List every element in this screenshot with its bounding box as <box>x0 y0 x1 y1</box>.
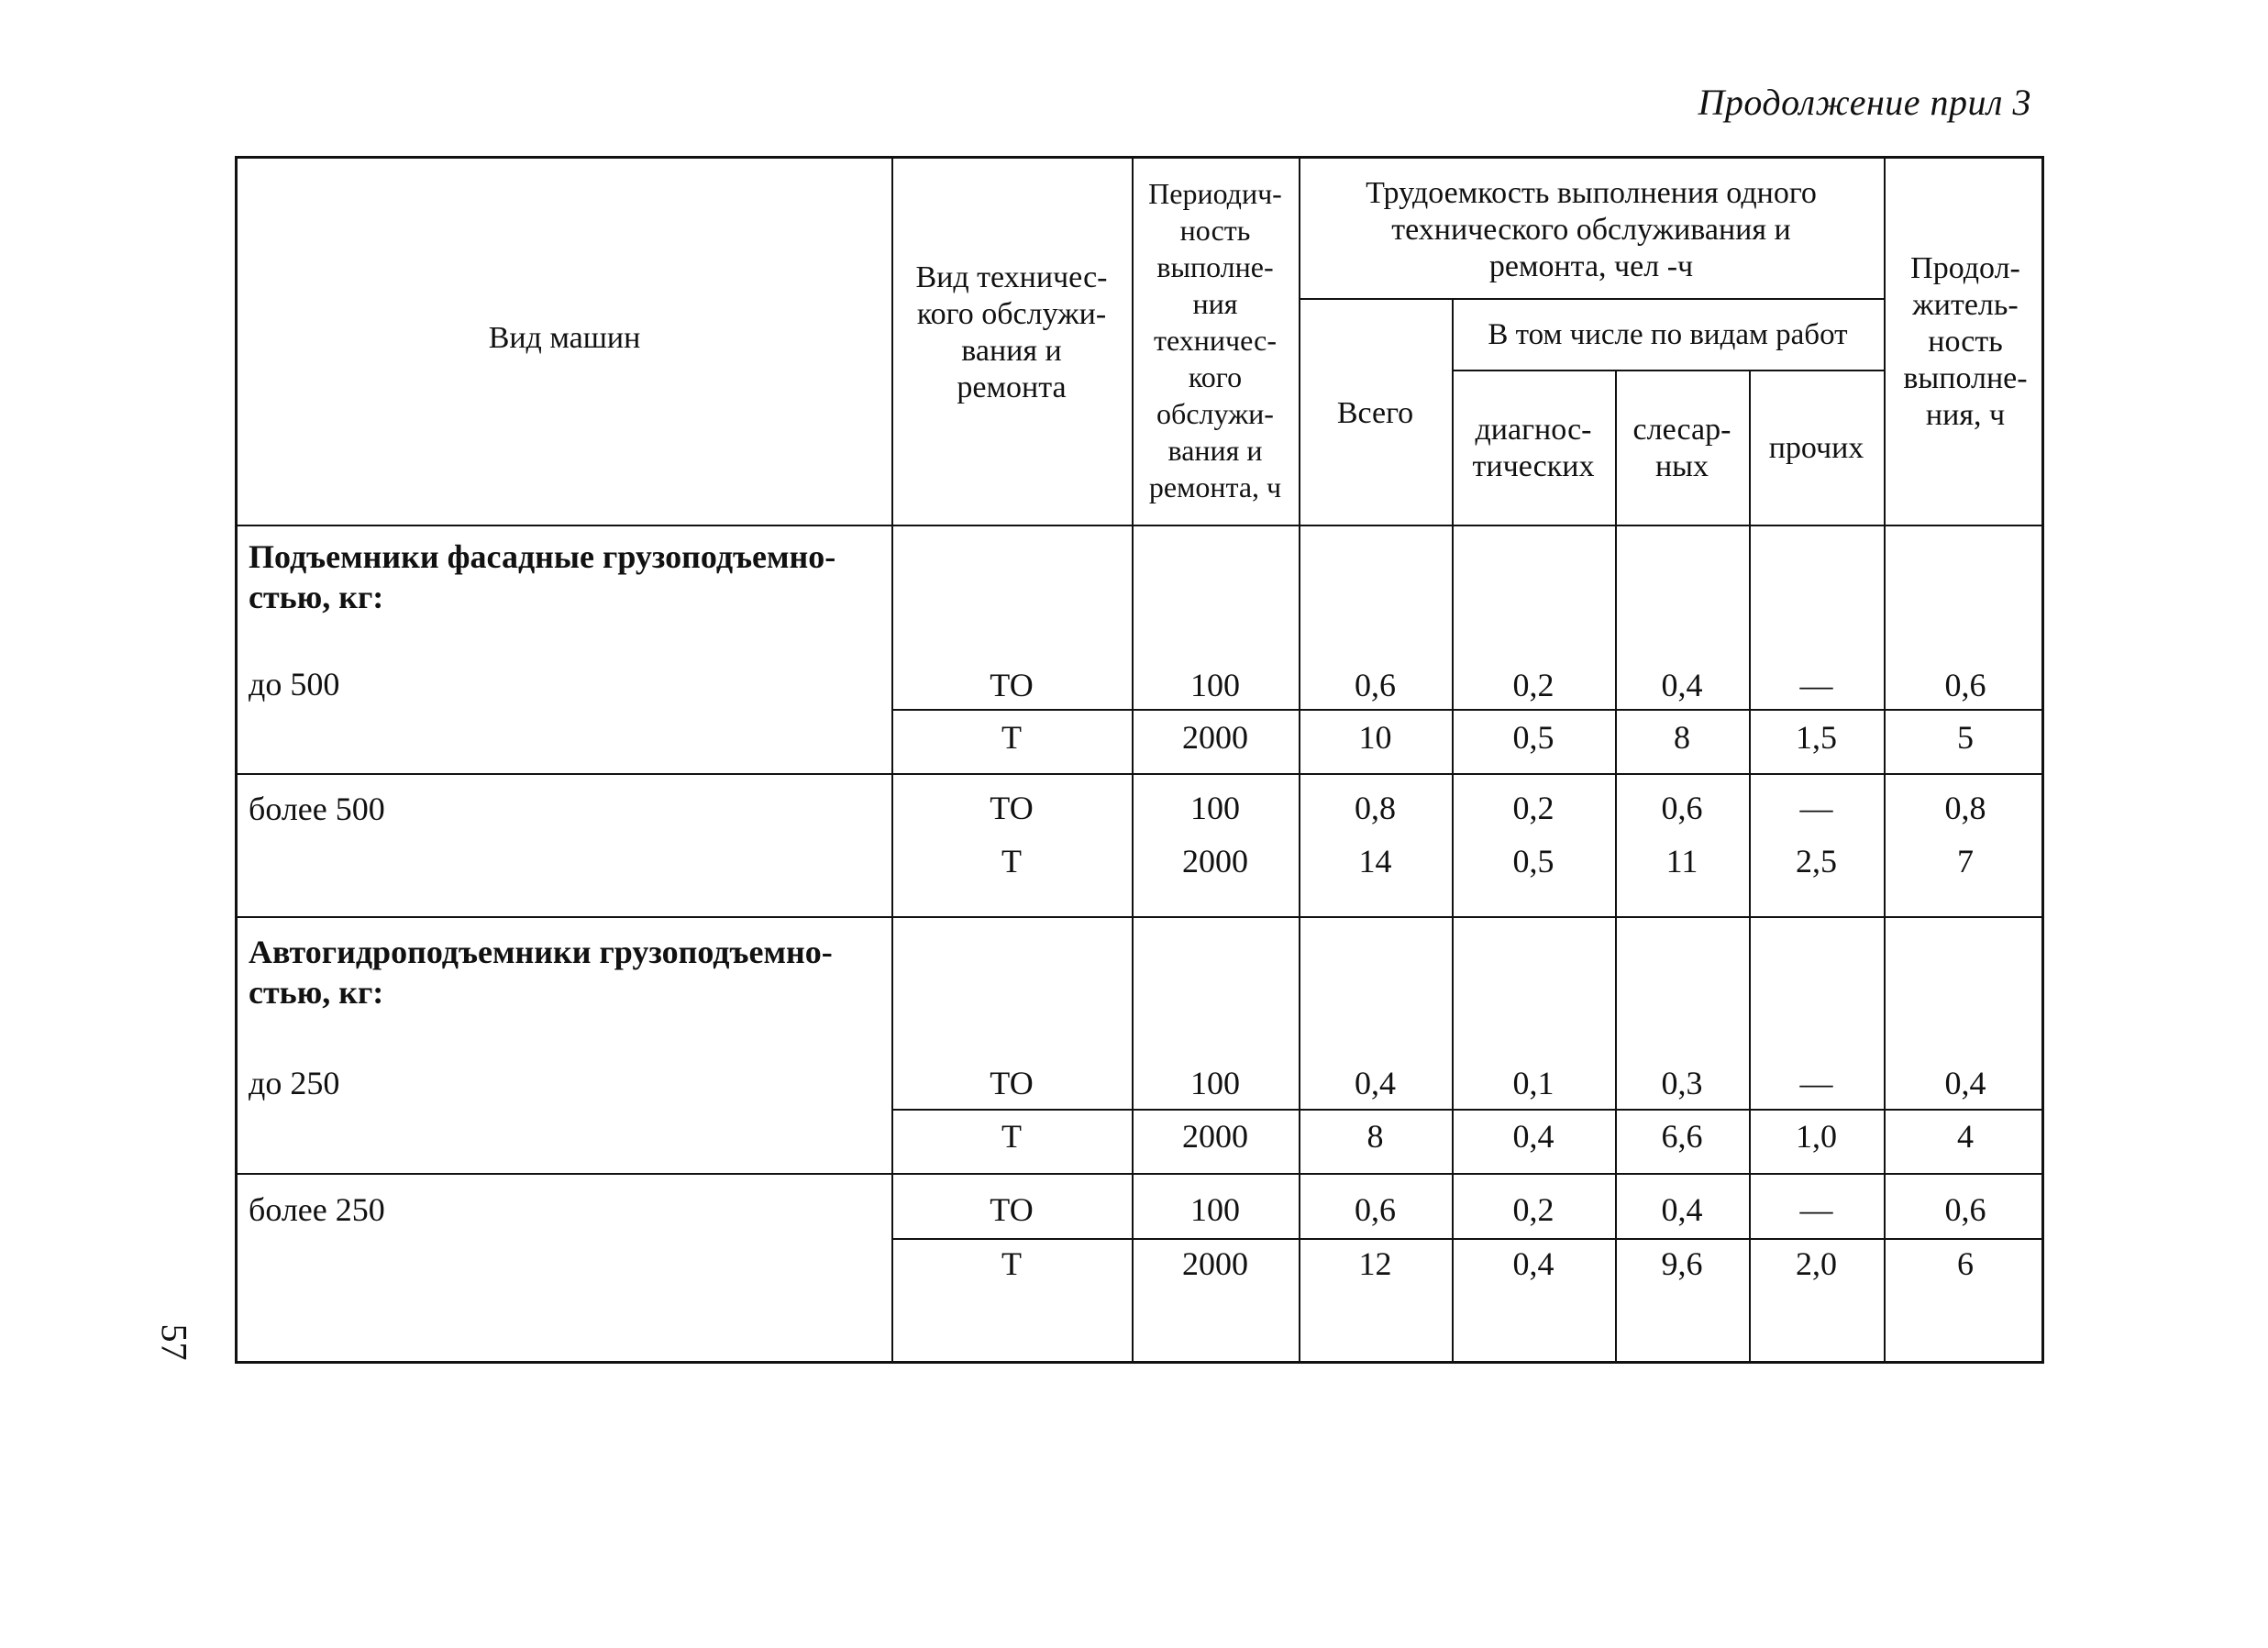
header-duration: Продол- житель- ность выполне- ния, ч <box>1903 251 2028 432</box>
cell-duration: 0,6 <box>1944 1191 1986 1228</box>
cell-total: 0,4 <box>1355 1065 1396 1101</box>
row-divider <box>891 1109 2041 1111</box>
cell-diag: 0,4 <box>1512 1245 1554 1282</box>
cell-periodicity: 100 <box>1190 1191 1240 1228</box>
cell-duration: 7 <box>1957 843 1974 879</box>
cell-periodicity: 2000 <box>1182 843 1248 879</box>
cell-diag: 0,2 <box>1512 1191 1554 1228</box>
header-total: Всего <box>1336 396 1414 430</box>
header-incl: В том числе по видам работ <box>1488 318 1848 351</box>
cell-service-type: ТО <box>990 790 1034 826</box>
cell-diag: 0,1 <box>1512 1065 1554 1101</box>
cell-service-type: ТО <box>990 1191 1034 1228</box>
cell-total: 0,6 <box>1355 1191 1396 1228</box>
row-divider <box>891 1238 2041 1240</box>
cell-metal: 0,4 <box>1661 1191 1703 1228</box>
cell-diag: 0,5 <box>1512 843 1554 879</box>
header-service-type: Вид техничес- кого обслужи- вания и ремонта <box>915 260 1108 404</box>
cell-total: 12 <box>1358 1245 1392 1282</box>
cell-metal: 11 <box>1665 843 1698 879</box>
cell-diag: 0,2 <box>1512 790 1554 826</box>
cell-periodicity: 100 <box>1190 790 1240 826</box>
cell-duration: 5 <box>1957 719 1974 756</box>
cell-other: 1,0 <box>1796 1118 1837 1155</box>
cell-duration: 0,6 <box>1944 667 1986 703</box>
cell-metal: 6,6 <box>1661 1118 1703 1155</box>
cell-total: 0,8 <box>1355 790 1396 826</box>
group-divider <box>238 773 2041 775</box>
header-other: прочих <box>1768 431 1864 465</box>
cell-total: 8 <box>1366 1118 1384 1155</box>
cell-periodicity: 100 <box>1190 667 1240 703</box>
cell-metal: 0,3 <box>1661 1065 1703 1101</box>
cell-other: — <box>1799 1065 1833 1101</box>
cell-other: 2,0 <box>1796 1245 1837 1282</box>
section-divider <box>238 916 2041 918</box>
cell-total: 14 <box>1358 843 1392 879</box>
cell-other: 2,5 <box>1796 843 1837 879</box>
header-divider <box>1299 298 1884 300</box>
group-label: до 250 <box>249 1065 340 1101</box>
group-divider <box>238 1173 2041 1175</box>
header-metal: слесар- ных <box>1632 413 1731 483</box>
cell-metal: 8 <box>1674 719 1690 756</box>
cell-diag: 0,2 <box>1512 667 1554 703</box>
cell-service-type: ТО <box>990 667 1034 703</box>
cell-service-type: Т <box>1001 1118 1022 1155</box>
cell-duration: 0,8 <box>1944 790 1986 826</box>
cell-metal: 0,4 <box>1661 667 1703 703</box>
cell-metal: 0,6 <box>1661 790 1703 826</box>
cell-periodicity: 2000 <box>1182 1118 1248 1155</box>
header-labor: Трудоемкость выполнения одного технического обслуживания и ремонта, чел -ч <box>1366 176 1817 283</box>
cell-service-type: Т <box>1001 843 1022 879</box>
cell-total: 0,6 <box>1355 667 1396 703</box>
cell-other: — <box>1799 1191 1833 1228</box>
cell-other: 1,5 <box>1796 719 1837 756</box>
cell-diag: 0,5 <box>1512 719 1554 756</box>
header-divider <box>1452 370 1884 371</box>
header-diag: диагнос- тических <box>1472 413 1595 483</box>
cell-duration: 0,4 <box>1944 1065 1986 1101</box>
group-label: более 250 <box>249 1191 385 1228</box>
section-title: Подъемники фасадные грузоподъемно- стью, кг: <box>249 538 836 615</box>
cell-periodicity: 100 <box>1190 1065 1240 1101</box>
cell-service-type: Т <box>1001 1245 1022 1282</box>
page-number: 57 <box>153 1323 195 1361</box>
group-label: более 500 <box>249 791 385 827</box>
cell-other: — <box>1799 667 1833 703</box>
group-label: до 500 <box>249 666 340 702</box>
cell-periodicity: 2000 <box>1182 719 1248 756</box>
header-periodicity: Периодич- ность выполне- ния техничес- кого обслужи- вания и ремонта, ч <box>1148 177 1282 503</box>
row-divider <box>891 709 2041 711</box>
cell-other: — <box>1799 790 1833 826</box>
maintenance-table <box>235 156 2044 1364</box>
cell-duration: 4 <box>1957 1118 1974 1155</box>
header-bottom-line <box>238 525 2041 526</box>
cell-duration: 6 <box>1957 1245 1974 1282</box>
header-machine-type: Вид машин <box>488 321 641 355</box>
section-title: Автогидроподъемники грузоподъемно- стью, кг: <box>249 934 833 1011</box>
col-divider <box>1299 159 1300 1361</box>
cell-service-type: Т <box>1001 719 1022 756</box>
cell-total: 10 <box>1358 719 1392 756</box>
continuation-label: Продолжение прил 3 <box>1698 82 2031 123</box>
cell-metal: 9,6 <box>1661 1245 1703 1282</box>
cell-diag: 0,4 <box>1512 1118 1554 1155</box>
cell-periodicity: 2000 <box>1182 1245 1248 1282</box>
cell-service-type: ТО <box>990 1065 1034 1101</box>
